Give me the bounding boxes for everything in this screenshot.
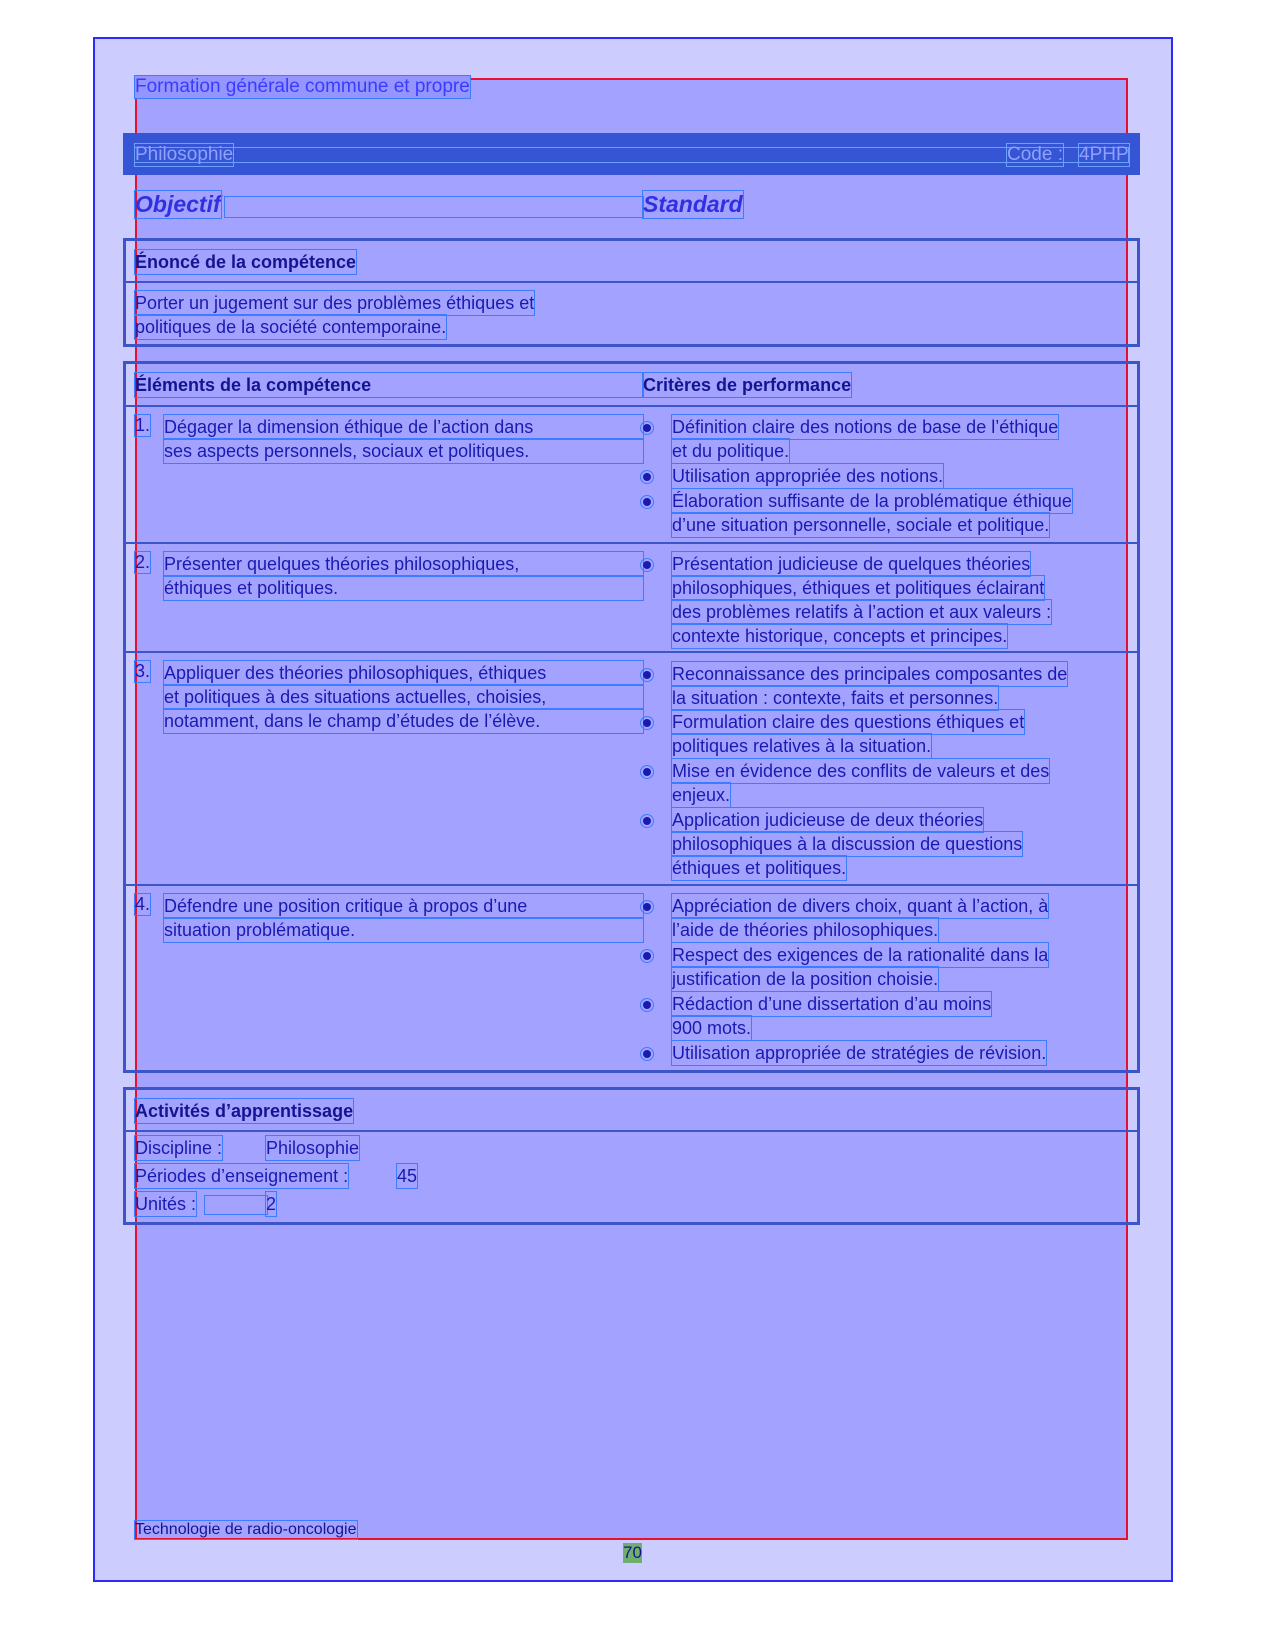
row-3-criterion-3-line-2: enjeux. xyxy=(672,785,731,805)
bullet xyxy=(643,768,651,776)
row-3-criterion-4-line-1: Application judicieuse de deux théories xyxy=(672,810,984,830)
col-header-criteria: Critères de performance xyxy=(643,375,852,395)
competence-line-1: Porter un jugement sur des problèmes éthiques et xyxy=(135,293,535,313)
row-1-criterion-1-line-2: et du politique. xyxy=(672,441,790,461)
row-2-element-line-2: éthiques et politiques. xyxy=(164,576,643,600)
row-3-criterion-1-line-2: la situation : contexte, faits et personnes. xyxy=(672,688,999,708)
activities-heading: Activités d’apprentissage xyxy=(135,1101,354,1121)
row-4-criterion-2-line-1: Respect des exigences de la rationalité dans la xyxy=(672,945,1049,965)
bullet xyxy=(643,719,651,727)
bullet xyxy=(643,671,651,679)
objective-heading: Objectif xyxy=(135,191,221,217)
row-3-element-line-1: Appliquer des théories philosophiques, éthiques xyxy=(164,661,643,685)
row-2-criterion-1-line-3: des problèmes relatifs à l’action et aux valeurs : xyxy=(672,602,1052,622)
bullet xyxy=(643,903,651,911)
row-2-criterion-1-line-1: Présentation judicieuse de quelques théories xyxy=(672,554,1031,574)
row-4-criterion-2-line-2: justification de la position choisie. xyxy=(672,969,939,989)
discipline-value: Philosophie xyxy=(266,1138,360,1158)
bullet xyxy=(643,424,651,432)
row-3-criterion-4-line-2: philosophiques à la discussion de questions xyxy=(672,834,1023,854)
page-number: 70 xyxy=(623,1543,642,1562)
footer-program: Technologie de radio-oncologie xyxy=(135,1521,357,1538)
competence-line-2: politiques de la société contemporaine. xyxy=(135,317,447,337)
objective-spacer xyxy=(225,197,643,217)
row-4-criterion-1-line-1: Appréciation de divers choix, quant à l’action, à xyxy=(672,896,1049,916)
bullet xyxy=(643,1050,651,1058)
col-header-elements: Éléments de la compétence xyxy=(135,373,643,397)
row-2-criterion-1-line-4: contexte historique, concepts et principes. xyxy=(672,626,1008,646)
row-1-element-line-1: Dégager la dimension éthique de l’action dans xyxy=(164,415,643,439)
course-code-label: Code : xyxy=(1007,144,1063,165)
standard-heading: Standard xyxy=(643,191,743,217)
row-3-criterion-2-line-2: politiques relatives à la situation. xyxy=(672,736,932,756)
periods-label: Périodes d’enseignement : xyxy=(135,1166,349,1186)
row-divider-2 xyxy=(123,651,1140,653)
row-2-number: 2. xyxy=(135,552,151,572)
row-3-criterion-4-line-3: éthiques et politiques. xyxy=(672,858,847,878)
course-name: Philosophie xyxy=(135,144,234,165)
bullet xyxy=(643,473,651,481)
units-spacer xyxy=(205,1196,267,1214)
competence-heading: Énoncé de la compétence xyxy=(135,252,357,272)
course-code-value: 4PHP xyxy=(1079,144,1129,165)
activities-divider xyxy=(123,1130,1140,1132)
row-2-criterion-1-line-2: philosophiques, éthiques et politiques éclairant xyxy=(672,578,1045,598)
course-bar-line xyxy=(135,148,1128,162)
row-4-criterion-3-line-1: Rédaction d’une dissertation d’au moins xyxy=(672,994,992,1014)
row-4-number: 4. xyxy=(135,894,151,914)
bullet xyxy=(643,498,651,506)
row-1-criterion-3-line-1: Élaboration suffisante de la problématique éthique xyxy=(672,491,1072,511)
units-value: 2 xyxy=(266,1194,277,1214)
bullet xyxy=(643,817,651,825)
row-4-element-line-1: Défendre une position critique à propos d’une xyxy=(164,894,643,918)
row-4-criterion-3-line-2: 900 mots. xyxy=(672,1018,752,1038)
row-4-criterion-4-line-1: Utilisation appropriée de stratégies de révision. xyxy=(672,1043,1047,1063)
units-label: Unités : xyxy=(135,1194,197,1214)
row-3-criterion-2-line-1: Formulation claire des questions éthiques et xyxy=(672,712,1025,732)
periods-value: 45 xyxy=(397,1166,418,1186)
row-3-criterion-3-line-1: Mise en évidence des conflits de valeurs et des xyxy=(672,761,1050,781)
bullet xyxy=(643,1001,651,1009)
row-1-criterion-2-line-1: Utilisation appropriée des notions. xyxy=(672,466,944,486)
table-header-divider xyxy=(123,405,1140,407)
row-1-criterion-1-line-1: Définition claire des notions de base de l’éthique xyxy=(672,417,1059,437)
discipline-label: Discipline : xyxy=(135,1138,223,1158)
bullet xyxy=(643,561,651,569)
row-3-element-line-3: notamment, dans le champ d’études de l’élève. xyxy=(164,709,643,733)
row-3-number: 3. xyxy=(135,661,151,681)
row-3-criterion-1-line-1: Reconnaissance des principales composantes de xyxy=(672,664,1068,684)
competence-divider xyxy=(123,281,1140,283)
row-4-element-line-2: situation problématique. xyxy=(164,918,643,942)
row-2-element-line-1: Présenter quelques théories philosophiques, xyxy=(164,552,643,576)
row-1-element-line-2: ses aspects personnels, sociaux et politiques. xyxy=(164,439,643,463)
row-divider-3 xyxy=(123,884,1140,886)
bullet xyxy=(643,952,651,960)
row-1-number: 1. xyxy=(135,415,151,435)
section-title: Formation générale commune et propre xyxy=(135,76,470,97)
row-divider-1 xyxy=(123,542,1140,544)
row-1-criterion-3-line-2: d’une situation personnelle, sociale et politique. xyxy=(672,515,1050,535)
row-4-criterion-1-line-2: l’aide de théories philosophiques. xyxy=(672,920,939,940)
row-3-element-line-2: et politiques à des situations actuelles, choisies, xyxy=(164,685,643,709)
